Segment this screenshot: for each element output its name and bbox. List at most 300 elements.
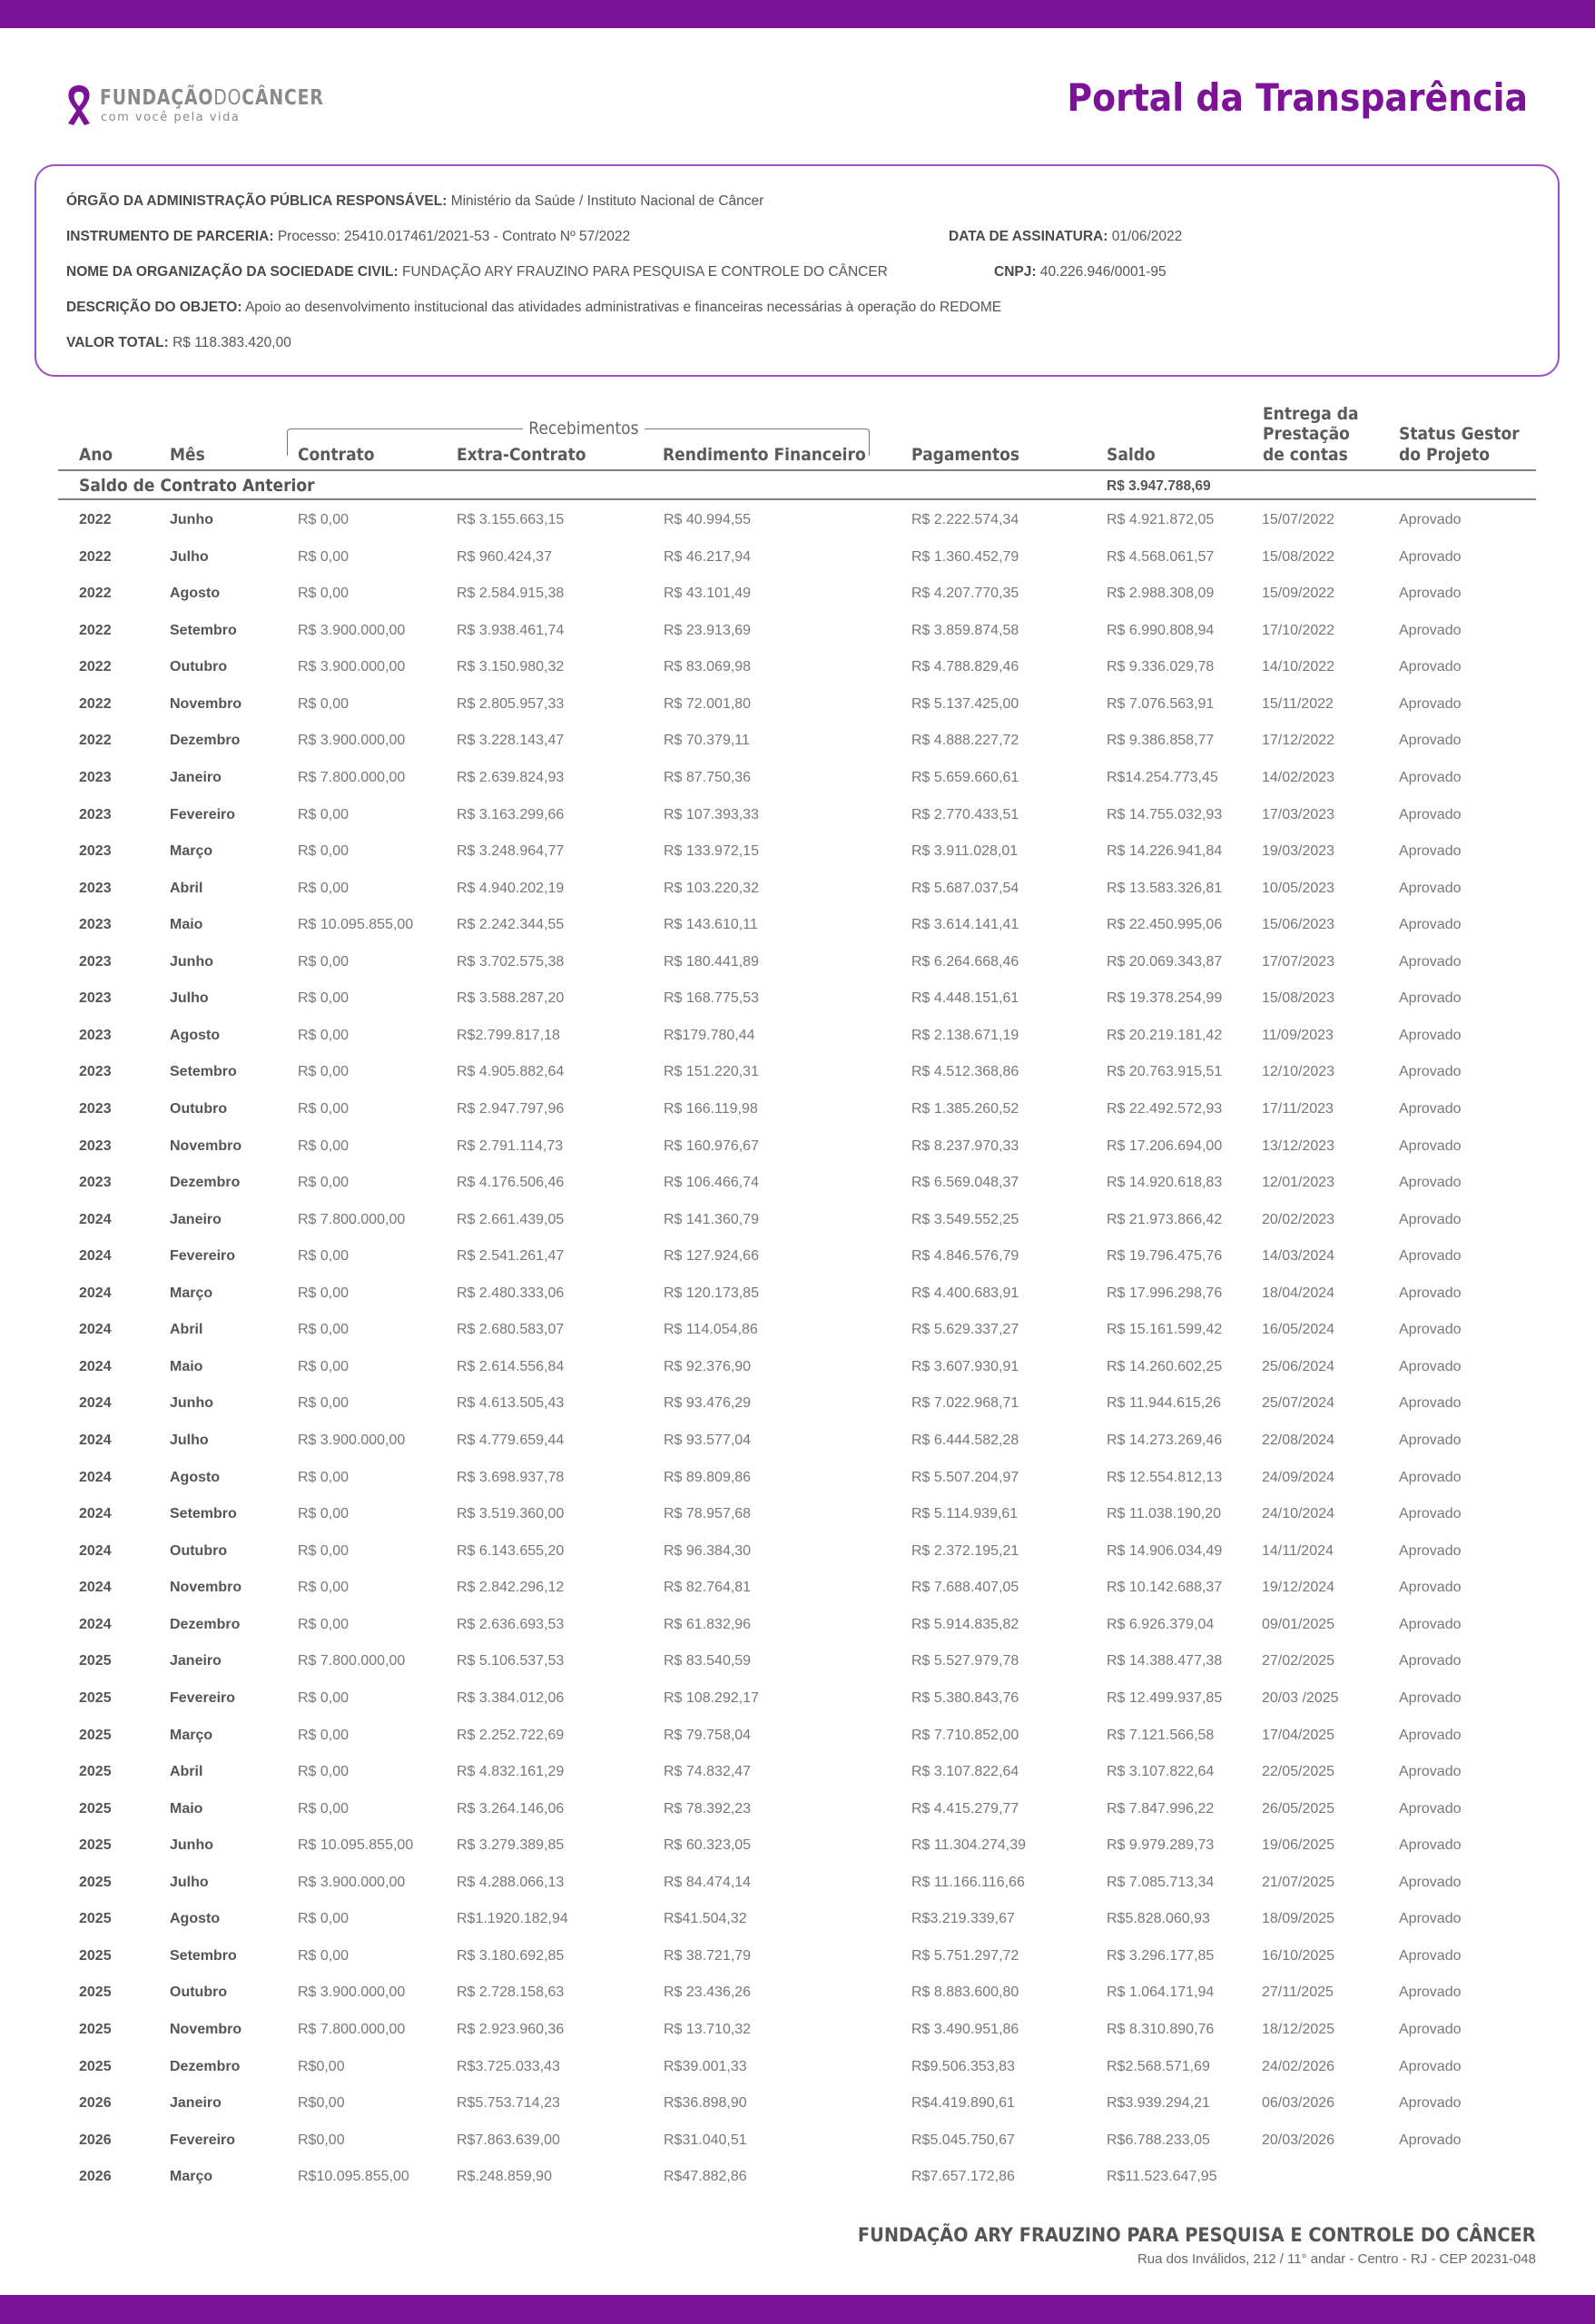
col-header-entrega-line1: Entrega da [1263,404,1359,424]
cell-rendimento: R$ 84.474,14 [664,1874,752,1890]
cell-saldo: R$ 7.076.563,91 [1107,695,1215,712]
cell-pagamentos: R$ 4.888.227,72 [911,733,1019,749]
cell-status: Aprovado [1399,1175,1462,1191]
cell-mes: Outubro [170,1101,228,1117]
cell-ano: 2025 [79,1911,112,1927]
previous-balance-divider [58,498,1536,500]
info-nome-label: NOME DA ORGANIZAÇÃO DA SOCIEDADE CIVIL: [66,264,399,280]
cell-contrato: R$ 0,00 [298,1358,350,1374]
cell-saldo: R$ 9.979.289,73 [1107,1837,1215,1854]
cell-mes: Janeiro [170,1211,222,1227]
cell-extra-contrato: R$ 960.424,37 [457,548,552,565]
cell-extra-contrato: R$ 3.228.143,47 [457,733,565,749]
cell-contrato: R$ 7.800.000,00 [298,769,406,785]
table-row [0,586,1595,607]
cell-extra-contrato: R$ 2.584.915,38 [457,586,565,602]
cell-entrega: 25/07/2024 [1262,1395,1335,1412]
cell-status: Aprovado [1399,1285,1462,1301]
cell-saldo: R$2.568.571,69 [1107,2058,1210,2074]
cell-entrega: 22/08/2024 [1262,1433,1335,1448]
cell-mes: Fevereiro [170,806,236,822]
cell-contrato: R$ 0,00 [298,1064,350,1080]
cell-saldo: R$ 17.996.298,76 [1107,1285,1223,1301]
info-data-label: DATA DE ASSINATURA: [949,229,1108,244]
cell-extra-contrato: R$ 3.938.461,74 [457,622,565,638]
cell-mes: Janeiro [170,769,222,785]
table-row [0,1359,1595,1381]
cell-contrato: R$ 0,00 [298,1616,350,1632]
cell-rendimento: R$ 92.376,90 [664,1358,752,1374]
cell-mes: Março [170,2169,213,2185]
info-nome-value: FUNDAÇÃO ARY FRAUZINO PARA PESQUISA E CONTROLE DO CÂNCER [402,264,888,280]
cell-mes: Fevereiro [170,1689,236,1706]
cell-saldo: R$ 14.388.477,38 [1107,1653,1223,1669]
cell-rendimento: R$ 13.710,32 [664,2022,752,2037]
cell-status: Aprovado [1399,1653,1462,1669]
cell-status: Aprovado [1399,1358,1462,1374]
info-valor-label: VALOR TOTAL: [66,335,169,350]
cell-extra-contrato: R$ 2.614.556,84 [457,1358,565,1374]
table-row [0,1801,1595,1823]
cell-ano: 2022 [79,695,112,712]
cell-mes: Abril [170,1764,203,1779]
cell-entrega: 27/02/2025 [1262,1653,1335,1669]
cell-saldo: R$ 9.336.029,78 [1107,659,1215,675]
cell-extra-contrato: R$ 2.805.957,33 [457,695,565,712]
cell-mes: Dezembro [170,733,241,749]
cell-ano: 2022 [79,622,112,638]
cell-entrega: 17/03/2023 [1262,806,1335,822]
cell-contrato: R$ 0,00 [298,990,350,1007]
table-row [0,807,1595,829]
table-row [0,1984,1595,2006]
cell-status: Aprovado [1399,1211,1462,1227]
cell-rendimento: R$ 168.775,53 [664,990,759,1007]
cell-extra-contrato: R$7.863.639,00 [457,2132,560,2148]
cell-extra-contrato: R$ 3.248.964,77 [457,843,565,859]
info-data-assinatura [949,229,1182,245]
cell-entrega: 17/11/2023 [1262,1101,1334,1117]
cell-contrato: R$ 0,00 [298,1689,350,1706]
cell-entrega: 27/11/2025 [1262,1984,1334,2001]
cell-saldo: R$14.254.773,45 [1107,769,1218,785]
info-orgao-label: ÓRGÃO DA ADMINISTRAÇÃO PÚBLICA RESPONSÁVEL: [66,193,448,209]
cell-mes: Junho [170,953,213,970]
cell-contrato: R$0,00 [298,2058,345,2074]
cell-pagamentos: R$ 7.710.852,00 [911,1727,1019,1743]
cell-extra-contrato: R$ 5.106.537,53 [457,1653,565,1669]
cell-ano: 2023 [79,990,112,1007]
table-row [0,1653,1595,1675]
cell-ano: 2025 [79,2058,112,2074]
cell-pagamentos: R$ 8.883.600,80 [911,1984,1019,2001]
cell-mes: Outubro [170,1542,228,1559]
cell-pagamentos: R$ 5.629.337,27 [911,1322,1019,1338]
cell-ano: 2024 [79,1433,112,1448]
cell-contrato: R$ 0,00 [298,1175,350,1191]
cell-contrato: R$ 0,00 [298,1469,350,1485]
table-row [0,1690,1595,1712]
cell-extra-contrato: R$ 2.791.114,73 [457,1137,564,1154]
cell-entrega: 14/11/2024 [1262,1542,1334,1559]
page-title: Portal da Transparência [1067,75,1528,120]
cell-ano: 2025 [79,1837,112,1854]
cell-entrega: 14/02/2023 [1262,769,1335,785]
cell-ano: 2024 [79,1616,112,1632]
cell-entrega: 13/12/2023 [1262,1137,1335,1154]
cell-extra-contrato: R$5.753.714,23 [457,2095,560,2112]
cell-status: Aprovado [1399,1837,1462,1854]
cell-mes: Setembro [170,1064,237,1080]
cell-pagamentos: R$ 6.264.668,46 [911,953,1019,970]
cell-status: Aprovado [1399,512,1462,527]
cell-mes: Julho [170,990,209,1007]
cell-entrega: 25/06/2024 [1262,1358,1335,1374]
cell-extra-contrato: R$ 2.541.261,47 [457,1248,565,1265]
cell-extra-contrato: R$ 4.779.659,44 [457,1433,565,1448]
col-header-extra-contrato: Extra-Contrato [457,445,586,465]
cell-contrato: R$ 0,00 [298,586,350,602]
cell-contrato: R$ 3.900.000,00 [298,733,406,749]
cell-entrega: 17/10/2022 [1262,622,1335,638]
cell-entrega: 20/03/2026 [1262,2132,1335,2148]
cell-status: Aprovado [1399,917,1462,933]
cell-rendimento: R$ 40.994,55 [664,512,752,527]
cell-entrega: 06/03/2026 [1262,2095,1335,2112]
table-row [0,1948,1595,1970]
table-row [0,1395,1595,1417]
cell-status: Aprovado [1399,1911,1462,1927]
cell-ano: 2024 [79,1322,112,1338]
cell-extra-contrato: R$ 3.163.299,66 [457,806,565,822]
cell-entrega: 17/12/2022 [1262,733,1335,749]
cell-pagamentos: R$ 4.846.576,79 [911,1248,1019,1265]
cell-ano: 2024 [79,1358,112,1374]
top-brand-bar [0,0,1595,28]
cell-saldo: R$ 10.142.688,37 [1107,1580,1223,1596]
cell-saldo: R$ 21.973.866,42 [1107,1211,1223,1227]
cell-ano: 2023 [79,1101,112,1117]
cell-rendimento: R$ 180.441,89 [664,953,759,970]
cell-pagamentos: R$ 4.448.151,61 [911,990,1019,1007]
logo-word-cancer: CÂNCER [241,86,324,110]
cell-contrato: R$0,00 [298,2095,345,2112]
cell-rendimento: R$ 160.976,67 [664,1137,759,1154]
cell-extra-contrato: R$ 2.661.439,05 [457,1211,565,1227]
cell-extra-contrato: R$ 2.252.722,69 [457,1727,565,1743]
table-row [0,2059,1595,2081]
table-row [0,1543,1595,1565]
cell-status: Aprovado [1399,990,1462,1007]
cell-pagamentos: R$ 7.022.968,71 [911,1395,1019,1412]
cell-pagamentos: R$ 3.490.951,86 [911,2022,1019,2037]
header-divider [58,469,1536,471]
cell-pagamentos: R$ 5.507.204,97 [911,1469,1019,1485]
cell-saldo: R$ 19.378.254,99 [1107,990,1223,1007]
info-descricao [66,300,1001,316]
cell-entrega: 12/01/2023 [1262,1175,1335,1191]
info-orgao [66,193,763,210]
cell-status: Aprovado [1399,1248,1462,1265]
cell-rendimento: R$179.780,44 [664,1027,755,1043]
cell-extra-contrato: R$ 3.702.575,38 [457,953,565,970]
cell-contrato: R$ 3.900.000,00 [298,1874,406,1890]
cell-ano: 2022 [79,586,112,602]
cell-saldo: R$ 11.038.190,20 [1107,1506,1222,1522]
cell-pagamentos: R$7.657.172,86 [911,2169,1015,2185]
bottom-brand-bar [0,2295,1595,2324]
cell-rendimento: R$ 23.436,26 [664,1984,752,2001]
cell-ano: 2024 [79,1285,112,1301]
cell-mes: Abril [170,880,203,896]
cell-entrega: 20/03 /2025 [1262,1689,1339,1706]
cell-saldo: R$ 14.226.941,84 [1107,843,1223,859]
col-header-entrega-line2: Prestação [1263,424,1350,444]
cell-pagamentos: R$ 4.415.279,77 [911,1800,1019,1817]
table-row [0,696,1595,718]
cell-extra-contrato: R$ 2.639.824,93 [457,769,565,785]
cell-entrega: 12/10/2023 [1262,1064,1335,1080]
previous-balance-label: Saldo de Contrato Anterior [79,476,315,496]
cell-pagamentos: R$4.419.890,61 [911,2095,1015,2112]
table-row [0,843,1595,865]
cell-mes: Março [170,843,213,859]
cell-extra-contrato: R$.248.859,90 [457,2169,552,2185]
cell-pagamentos: R$ 2.222.574,34 [911,512,1019,527]
cell-mes: Julho [170,1433,209,1448]
cell-mes: Novembro [170,1580,242,1596]
cell-status: Aprovado [1399,1469,1462,1485]
cell-saldo: R$ 22.450.995,06 [1107,917,1223,933]
cell-entrega: 18/12/2025 [1262,2022,1335,2037]
cell-saldo: R$ 15.161.599,42 [1107,1322,1223,1338]
cell-ano: 2025 [79,1764,112,1779]
cell-contrato: R$ 0,00 [298,1027,350,1043]
cell-rendimento: R$ 83.069,98 [664,659,752,675]
cell-rendimento: R$ 108.292,17 [664,1689,759,1706]
cell-saldo: R$ 3.296.177,85 [1107,1947,1215,1964]
logo [64,84,327,129]
info-instrumento-value: Processo: 25410.017461/2021-53 - Contrato Nº 57/2022 [277,229,631,244]
cell-ano: 2023 [79,1027,112,1043]
cell-contrato: R$10.095.855,00 [298,2169,409,2185]
cell-rendimento: R$ 61.832,96 [664,1616,752,1632]
cell-pagamentos: R$ 2.770.433,51 [911,806,1019,822]
cell-rendimento: R$ 89.809,86 [664,1469,752,1485]
cell-contrato: R$ 0,00 [298,1947,350,1964]
cell-mes: Novembro [170,2022,242,2037]
cell-rendimento: R$ 38.721,79 [664,1947,752,1964]
cell-saldo: R$ 20.219.181,42 [1107,1027,1223,1043]
cell-ano: 2025 [79,1653,112,1669]
cell-contrato: R$ 0,00 [298,1101,350,1117]
table-row [0,512,1595,534]
col-header-entrega-line3: de contas [1263,445,1348,465]
cell-contrato: R$ 3.900.000,00 [298,1433,406,1448]
cell-entrega: 16/10/2025 [1262,1947,1335,1964]
cell-ano: 2023 [79,806,112,822]
cell-entrega: 10/05/2023 [1262,880,1335,896]
cell-contrato: R$ 0,00 [298,1248,350,1265]
cell-extra-contrato: R$ 3.150.980,32 [457,659,565,675]
table-row [0,1470,1595,1492]
table-row [0,2022,1595,2043]
cell-contrato: R$ 0,00 [298,1137,350,1154]
table-row [0,881,1595,902]
logo-wordmark [100,86,324,110]
cell-ano: 2022 [79,548,112,565]
info-cnpj-value: 40.226.946/0001-95 [1039,264,1167,280]
ribbon-icon [64,84,94,127]
cell-mes: Agosto [170,586,221,602]
cell-extra-contrato: R$2.799.817,18 [457,1027,560,1043]
cell-saldo: R$ 1.064.171,94 [1107,1984,1215,2001]
cell-contrato: R$ 0,00 [298,1285,350,1301]
cell-entrega: 15/06/2023 [1262,917,1335,933]
cell-mes: Dezembro [170,1616,241,1632]
cell-status: Aprovado [1399,1984,1462,2001]
cell-status: Aprovado [1399,769,1462,785]
cell-contrato: R$ 10.095.855,00 [298,1837,414,1854]
cell-mes: Outubro [170,1984,228,2001]
table-row [0,2095,1595,2117]
cell-saldo: R$ 4.568.061,57 [1107,548,1215,565]
cell-status: Aprovado [1399,1395,1462,1412]
cell-ano: 2022 [79,512,112,527]
cell-entrega: 11/09/2023 [1262,1027,1334,1043]
cell-extra-contrato: R$ 2.728.158,63 [457,1984,565,2001]
previous-balance-value: R$ 3.947.788,69 [1107,478,1211,494]
cell-pagamentos: R$ 1.360.452,79 [911,548,1019,565]
cell-rendimento: R$ 133.972,15 [664,843,759,859]
cell-extra-contrato: R$ 2.680.583,07 [457,1322,565,1338]
cell-ano: 2023 [79,1064,112,1080]
cell-ano: 2024 [79,1395,112,1412]
cell-extra-contrato: R$ 3.155.663,15 [457,512,565,527]
cell-contrato: R$ 0,00 [298,806,350,822]
cell-entrega: 15/09/2022 [1262,586,1335,602]
cell-status: Aprovado [1399,1542,1462,1559]
cell-contrato: R$ 7.800.000,00 [298,1653,406,1669]
cell-status: Aprovado [1399,733,1462,749]
cell-rendimento: R$ 103.220,32 [664,880,759,896]
cell-extra-contrato: R$ 3.384.012,06 [457,1689,565,1706]
cell-status: Aprovado [1399,1322,1462,1338]
cell-entrega: 19/12/2024 [1262,1580,1335,1596]
cell-status: Aprovado [1399,2095,1462,2112]
cell-status: Aprovado [1399,1874,1462,1890]
cell-extra-contrato: R$1.1920.182,94 [457,1911,568,1927]
cell-rendimento: R$31.040,51 [664,2132,747,2148]
cell-rendimento: R$ 141.360,79 [664,1211,759,1227]
cell-contrato: R$ 0,00 [298,512,350,527]
cell-mes: Julho [170,548,209,565]
cell-pagamentos: R$ 5.687.037,54 [911,880,1019,896]
cell-status: Aprovado [1399,659,1462,675]
cell-rendimento: R$ 78.392,23 [664,1800,752,1817]
cell-status: Aprovado [1399,1947,1462,1964]
footer-address: Rua dos Inválidos, 212 / 11° andar - Centro - RJ - CEP 20231-048 [1137,2251,1536,2267]
col-header-pagamentos: Pagamentos [911,445,1020,465]
cell-extra-contrato: R$ 4.176.506,46 [457,1175,565,1191]
cell-mes: Janeiro [170,1653,222,1669]
col-header-saldo: Saldo [1107,445,1156,465]
table-row [0,1175,1595,1196]
cell-mes: Agosto [170,1027,221,1043]
table-row [0,1728,1595,1749]
cell-mes: Junho [170,1395,213,1412]
cell-saldo: R$ 13.583.326,81 [1107,880,1223,896]
col-header-mes: Mês [170,445,205,465]
cell-status: Aprovado [1399,1764,1462,1779]
cell-mes: Outubro [170,659,228,675]
cell-saldo: R$ 14.755.032,93 [1107,806,1223,822]
cell-ano: 2025 [79,1689,112,1706]
cell-contrato: R$ 0,00 [298,1727,350,1743]
cell-rendimento: R$ 151.220,31 [664,1064,759,1080]
cell-saldo: R$ 22.492.572,93 [1107,1101,1223,1117]
table-row [0,1617,1595,1639]
cell-contrato: R$ 10.095.855,00 [298,917,414,933]
cell-mes: Novembro [170,695,242,712]
cell-pagamentos: R$ 5.114.939,61 [911,1506,1019,1522]
info-valor-value: R$ 118.383.420,00 [172,335,291,350]
info-cnpj-label: CNPJ: [994,264,1037,280]
cell-rendimento: R$ 82.764,81 [664,1580,752,1596]
cell-rendimento: R$ 106.466,74 [664,1175,759,1191]
cell-saldo: R$ 6.990.808,94 [1107,622,1215,638]
cell-ano: 2024 [79,1248,112,1265]
col-header-ano: Ano [79,445,113,465]
cell-extra-contrato: R$ 3.264.146,06 [457,1800,565,1817]
cell-contrato: R$ 0,00 [298,953,350,970]
cell-extra-contrato: R$ 3.180.692,85 [457,1947,565,1964]
cell-mes: Maio [170,917,203,933]
cell-saldo: R$ 20.763.915,51 [1107,1064,1223,1080]
cell-saldo: R$5.828.060,93 [1107,1911,1210,1927]
cell-mes: Junho [170,1837,213,1854]
table-row [0,659,1595,681]
info-valor-total [66,335,291,351]
cell-extra-contrato: R$ 4.832.161,29 [457,1764,565,1779]
cell-mes: Setembro [170,622,237,638]
cell-ano: 2026 [79,2169,112,2185]
cell-pagamentos: R$ 3.107.822,64 [911,1764,1019,1779]
cell-rendimento: R$ 120.173,85 [664,1285,759,1301]
cell-saldo: R$ 2.988.308,09 [1107,586,1215,602]
cell-contrato: R$ 7.800.000,00 [298,1211,406,1227]
recebimentos-group-header: Recebimentos [523,419,645,438]
cell-contrato: R$ 0,00 [298,695,350,712]
cell-saldo: R$ 9.386.858,77 [1107,733,1215,749]
table-row [0,2132,1595,2154]
cell-status: Aprovado [1399,2132,1462,2148]
cell-extra-contrato: R$ 6.143.655,20 [457,1542,565,1559]
cell-contrato: R$ 0,00 [298,1911,350,1927]
cell-ano: 2023 [79,953,112,970]
logo-word-fundacao: FUNDAÇÃO [100,86,214,110]
cell-rendimento: R$47.882,86 [664,2169,747,2185]
cell-contrato: R$ 0,00 [298,1542,350,1559]
cell-contrato: R$ 3.900.000,00 [298,622,406,638]
cell-status: Aprovado [1399,1027,1462,1043]
cell-ano: 2023 [79,843,112,859]
cell-ano: 2025 [79,1874,112,1890]
cell-contrato: R$ 3.900.000,00 [298,659,406,675]
table-row [0,1911,1595,1933]
cell-entrega: 18/04/2024 [1262,1285,1335,1301]
info-descricao-value: Apoio ao desenvolvimento institucional das atividades administrativas e financeiras necessárias à operação do REDOME [244,300,1002,315]
